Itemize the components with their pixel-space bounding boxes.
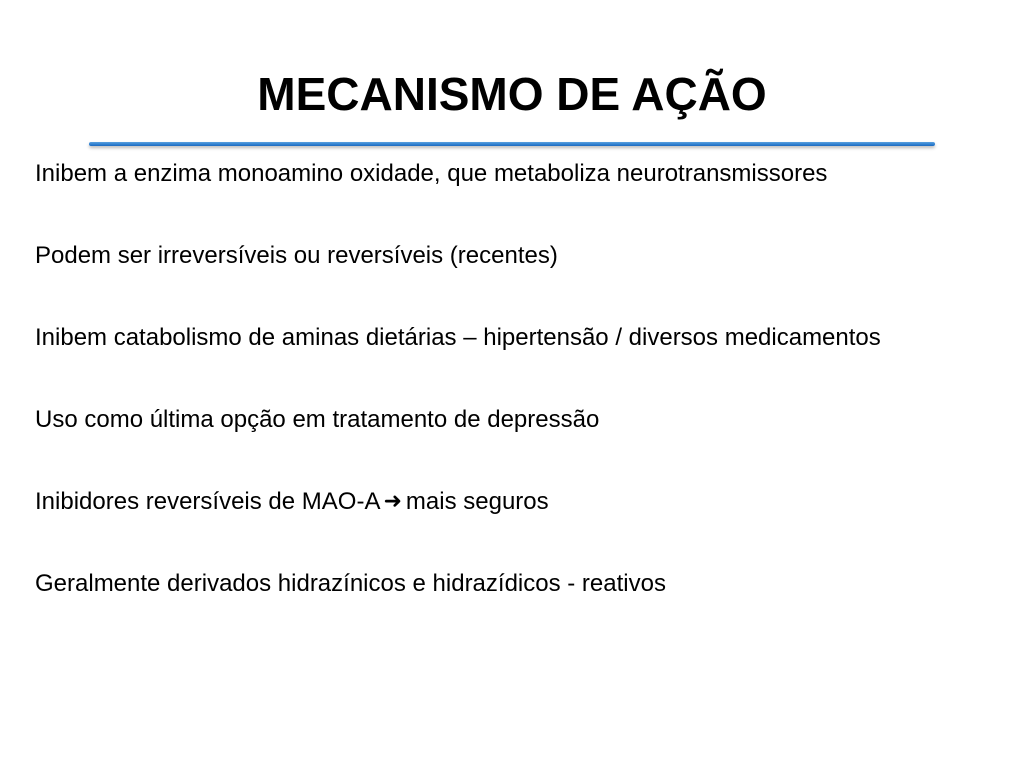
bullet-list bbox=[35, 157, 995, 649]
bullet-text: Inibem a enzima monoamino oxidade, que metaboliza neurotransmissores bbox=[35, 160, 828, 187]
slide-title: MECANISMO DE AÇÃO bbox=[257, 68, 767, 120]
bullet-item bbox=[35, 321, 995, 355]
bullet-text: Inibem catabolismo de aminas dietárias – hipertensão / diversos medicamentos bbox=[35, 324, 881, 351]
bullet-text-before-arrow: Inibidores reversíveis de MAO-A bbox=[35, 488, 381, 515]
bullet-text-after-arrow: mais seguros bbox=[405, 488, 549, 515]
bullet-item bbox=[35, 485, 995, 519]
bullet-item bbox=[35, 239, 995, 273]
bullet-item bbox=[35, 567, 995, 601]
bullet-item bbox=[35, 157, 995, 191]
bullet-text: Podem ser irreversíveis ou reversíveis (recentes) bbox=[35, 242, 558, 269]
right-arrow-icon: ➜ bbox=[383, 488, 402, 513]
bullet-text: Geralmente derivados hidrazínicos e hidrazídicos - reativos bbox=[35, 570, 666, 597]
title-underline bbox=[89, 142, 935, 146]
bullet-item bbox=[35, 403, 995, 437]
bullet-text: Uso como última opção em tratamento de depressão bbox=[35, 406, 600, 433]
